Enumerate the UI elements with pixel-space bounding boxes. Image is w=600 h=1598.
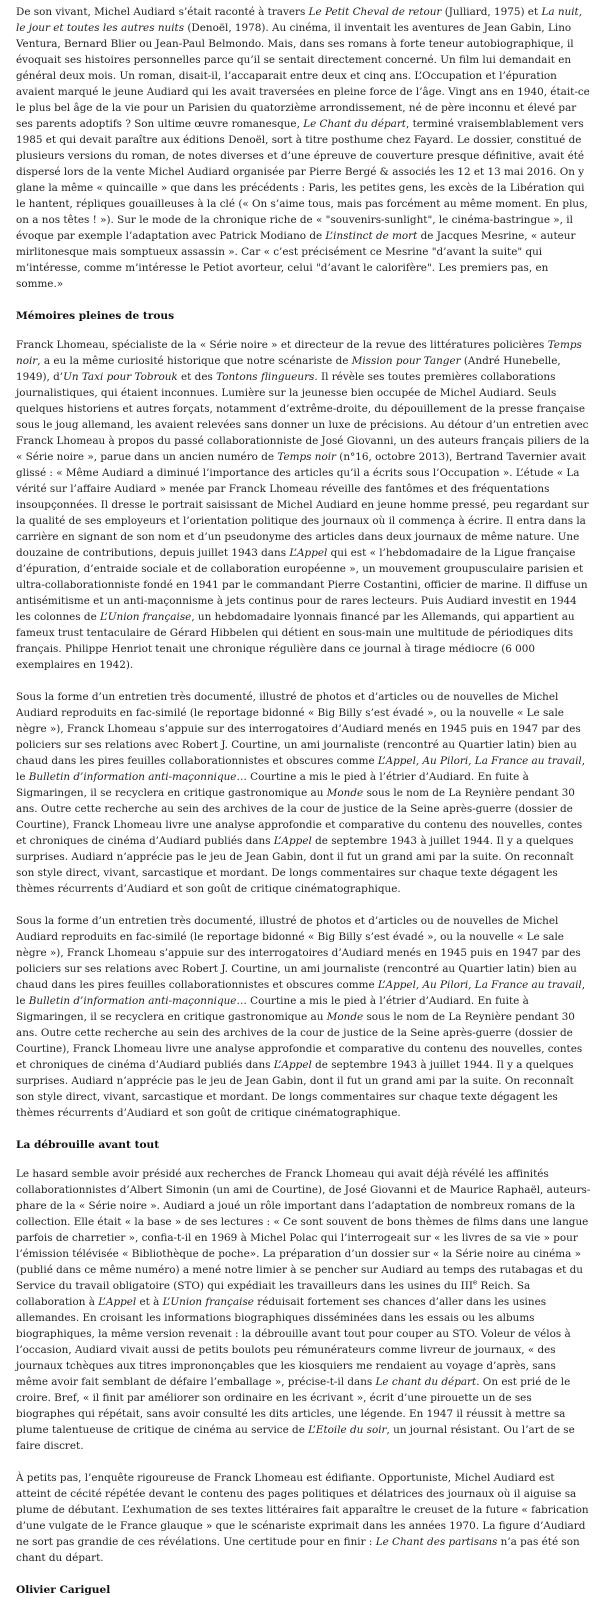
text-run: De son vivant, Michel Audiard s’était raconté à travers [16, 6, 309, 18]
text-run: , terminé vraisemblablement vers 1985 et qui devait paraître aux éditions Denoël, sort à titre posthume chez Fayard. Le dossier, constitué de plusieurs versions du roman, de notes diverses et d’une épreuve de couverture presque définitive, avait été dispersé lors de la vente Michel Audiard organisée par Pierre Bergé & associés les 12 et 13 mai 2016. On y glane la même « quincaille » que dans les précédents : Paris, les petites gens, les excès de la Libération qui le hantent, répliques gouailleuses à la clé (« On s’aime tous, mais pas forcément au même moment. En plus, on a nos têtes ! »). Sur le mode de la chronique riche de « "souvenirs-sunlight", le cinéma-bastringue », il évoque par exemple l’adaptation avec Patrick Modiano de [16, 118, 588, 242]
superscript: e [473, 1278, 478, 1287]
italic-title: Temps noir [16, 339, 582, 367]
article-paragraph [16, 337, 591, 673]
text-run: (André Hunebelle, 1949), d’ [16, 355, 561, 383]
italic-title: Temps noir [277, 451, 336, 463]
italic-title: L’Union française [162, 1296, 254, 1308]
text-run: . Il révèle ses toutes premières collaborations journalistiques, qui étaient inconnues. Lumière sur la jeunesse bien occupée de Michel Audiard. Seuls quelques historiens et autres forçats, notamment d’extrême-droite, du dépouillement de la presse française sous le joug allemand, les avaient relevées sans donner un luxe de précisions. Au détour d’un entretien avec Franck Lhomeau à propos du passé collaborationniste de José Giovanni, un des auteurs français piliers de la « Série noire », parue dans un ancien numéro de [16, 371, 590, 463]
text-run: Franck Lhomeau, spécialiste de la « Série noire » et directeur de la revue des littératures policières [16, 339, 548, 351]
text-run: Reich. Sa collaboration à [16, 1280, 531, 1308]
italic-title: L’Appel, Au Pilori, La France au travail [377, 755, 582, 767]
article-paragraph [16, 4, 591, 292]
italic-title: Mission pour Tanger [351, 355, 461, 367]
text-run: Olivier Cariguel [16, 1584, 111, 1596]
section-heading [16, 1137, 591, 1153]
italic-title: L’Etoile du soir [308, 1424, 387, 1436]
italic-title: Bulletin d’information anti-maçonnique… [28, 995, 247, 1007]
text-run: sous le nom de La Reynière pendant 30 ans. Outre cette recherche au sein des archives de la cour de justice de la Seine après-guerre (dossier de Courtine), Franck Lhomeau livre une analyse approfondie et comparative du contenu des nouvelles, contes et chroniques de cinéma d’Audiard publiés dans [16, 787, 583, 847]
italic-title: Un Taxi pour Tobrouk [63, 371, 178, 383]
italic-title: Le Chant du départ [303, 118, 406, 130]
italic-title: Tontons flingueurs [216, 371, 315, 383]
italic-title: Le chant du départ [375, 1376, 477, 1388]
text-run: qui est « l’hebdomadaire de la Ligue française d’épuration, d’entraide sociale et de collaboration européenne », un mouvement groupusculaire parisien et ultra-collaborationniste fondé en 1941 par le commandant Pierre Costantini, officier de marine. Il diffuse un antisémitisme et un anti-maçonnisme à jets continus pour de rares lecteurs. Puis Audiard investit en 1944 les colonnes de [16, 547, 588, 623]
text-run: , a eu la même curiosité historique que notre scénariste de [37, 355, 352, 367]
text-run: , un hebdomadaire lyonnais financé par les Allemands, qui appartient au fameux trust tentaculaire de Gérard Hibbelen qui détient en sous-main une multitude de périodiques dits français. Philippe Henriot tenait une chronique régulière dans ce journal à tirage médiocre (6 000 exemplaires en 1942). [16, 611, 575, 671]
text-run: (n°16, octobre 2013), Bertrand Tavernier avait glissé : « Même Audiard a diminué l’importance des articles qu’il a écrits sous l’Occupation ». L’étude « La vérité sur l’affaire Audiard » menée par Franck Lhomeau réveille des fantômes et des fréquentations insoupçonnées. Il dresse le portrait saisissant de Michel Audiard en jeune homme pressé, peu regardant sur la qualité de ses employeurs et l’orientation politique des journaux où il commença à écrire. Il entra dans la carrière en signant de son nom et d’un pseudonyme des articles dans deux journaux de même nature. Une douzaine de contributions, depuis juillet 1943 dans [16, 451, 589, 559]
text-run: n’a pas été son chant du départ. [16, 1536, 580, 1564]
italic-title: L’Appel [273, 1059, 312, 1071]
italic-title: Monde [326, 787, 364, 799]
article-paragraph [16, 1166, 591, 1454]
text-run: de septembre 1943 à juillet 1944. Il y a quelques surprises. Audiard n’apprécie pas le jeu de Jean Gabin, dont il fut un grand ami par la suite. On reconnaît son style direct, vivant, sarcastique et mordant. De longs commentaires sur chaque texte dégagent les thèmes récurrents d’Audiard et son goût de critique cinématographique. [16, 835, 574, 895]
text-run: Courtine a mis le pied à l’étrier d’Audiard. En fuite à Sigmaringen, il se recyclera en critique gastronomique au [16, 771, 529, 799]
italic-title: Bulletin d’information anti-maçonnique… [28, 771, 247, 783]
italic-title: Monde [326, 1011, 364, 1023]
italic-title: Le Petit Cheval de retour [308, 6, 442, 18]
text-run: Sous la forme d’un entretien très documenté, illustré de photos et d’articles ou de nouvelles de Michel Audiard reproduits en fac-similé (le reportage bidonné « Big Billy s’est évadé », ou la nouvelle « Le sale nègre »), Franck Lhomeau s’appuie sur des interrogatoires d’Audiard menés en 1945 puis en 1947 par des policiers sur ses relations avec Robert J. Courtine, un ami journaliste (rencontré au Quartier latin) bien au chaud dans les pires feuilles collaborationnistes et obscures comme [16, 691, 581, 767]
italic-title: L’Appel, Au Pilori, La France au travail [377, 979, 582, 991]
text-run: Sous la forme d’un entretien très documenté, illustré de photos et d’articles ou de nouvelles de Michel Audiard reproduits en fac-similé (le reportage bidonné « Big Billy s’est évadé », ou la nouvelle « Le sale nègre »), Franck Lhomeau s’appuie sur des interrogatoires d’Audiard menés en 1945 puis en 1947 par des policiers sur ses relations avec Robert J. Courtine, un ami journaliste (rencontré au Quartier latin) bien au chaud dans les pires feuilles collaborationnistes et obscures comme [16, 915, 581, 991]
italic-title: L’instinct de mort [325, 230, 418, 242]
article-paragraph [16, 913, 591, 1121]
text-run: de Jacques Mesrine, « auteur mirlitonesque mais somptueux assassin ». Car « c’est précisément ce Mesrine "d’avant la suite" qui m’intéresse, comme m’intéresse le Petiot avorteur, celui "d’avant le calorifère". Les premiers pas, en somme.» [16, 230, 576, 290]
author-signature [16, 1582, 591, 1598]
italic-title: L’Appel [98, 1296, 137, 1308]
text-run: À petits pas, l’enquête rigoureuse de Franck Lhomeau est édifiante. Opportuniste, Michel Audiard est atteint de cécité répétée devant le contenu des pages politiques et délatrices des journaux où il aiguise sa plume de débutant. L’exhumation de ses textes littéraires fait apparaître le creuset de la future « fabrication d’une vulgate de le France glauque » que le scénariste exprimait dans les années 1970. La figure d’Audiard ne sort pas grandie de ces révélations. Une certitude pour en finir : [16, 1472, 589, 1548]
text-run: et des [177, 371, 217, 383]
italic-title: L’Appel [273, 835, 312, 847]
text-run: de septembre 1943 à juillet 1944. Il y a quelques surprises. Audiard n’apprécie pas le jeu de Jean Gabin, dont il fut un grand ami par la suite. On reconnaît son style direct, vivant, sarcastique et mordant. De longs commentaires sur chaque texte dégagent les thèmes récurrents d’Audiard et son goût de critique cinématographique. [16, 1059, 574, 1119]
italic-title: L’Appel [289, 547, 328, 559]
text-run: et à [136, 1296, 163, 1308]
text-run: Courtine a mis le pied à l’étrier d’Audiard. En fuite à Sigmaringen, il se recyclera en critique gastronomique au [16, 995, 529, 1023]
text-run: sous le nom de La Reynière pendant 30 ans. Outre cette recherche au sein des archives de la cour de justice de la Seine après-guerre (dossier de Courtine), Franck Lhomeau livre une analyse approfondie et comparative du contenu des nouvelles, contes et chroniques de cinéma d’Audiard publiés dans [16, 1011, 583, 1071]
italic-title: La nuit, le jour et toutes les autres nuits [16, 6, 583, 34]
article-paragraph [16, 689, 591, 897]
text-run: La débrouille avant tout [16, 1139, 160, 1151]
text-run: (Julliard, 1975) et [441, 6, 542, 18]
text-run: Mémoires pleines de trous [16, 310, 175, 322]
text-run: , le [16, 979, 586, 1007]
text-run: réduisait fortement ses chances d’aller dans les usines allemandes. En croisant les informations biographiques disséminées dans les essais ou les albums biographiques, la même version revenait : la débrouille avant tout pour couper au STO. Voleur de vélos à l’occasion, Audiard vivait aussi de petits boulots peu rémunérateurs comme livreur de journaux, « des journaux tchèques aux titres imprononçables que les kiosquiers me rendaient au voyage d’après, sans même avoir fait semblant de défaire l’emballage », précise-t-il dans [16, 1296, 571, 1388]
italic-title: Le Chant des partisans [375, 1536, 498, 1548]
text-run: , un journal résistant. Ou l’art de se faire discret. [16, 1424, 575, 1452]
text-run: . On est prié de le croire. Bref, « il finit par améliorer son ordinaire en les écrivant », écrit d’une pirouette un de ses biographes qui répétait, sans avoir consulté les dits articles, une légende. En 1947 il réussit à mettre sa plume talentueuse de critique de cinéma au service de [16, 1376, 571, 1436]
section-heading [16, 308, 591, 324]
text-run: (Denoël, 1978). Au cinéma, il inventait les aventures de Jean Gabin, Lino Ventura, Bernard Blier ou Jean-Paul Belmondo. Mais, dans ses romans à forte teneur autobiographique, il évoquait ses histoires personnelles parce qu’il se sentait directement concerné. Un film lui demandait en général deux mois. Un roman, disait-il, l’accaparait entre deux et cinq ans. L’Occupation et l’épuration avaient marqué le jeune Audiard qui les avait traversées en pleine force de l’âge. Vingt ans en 1940, était-ce le plus bel âge de la vie pour un Parisien du quatorzième arrondissement, né de père inconnu et élevé par ses parents adoptifs ? Son ultime œuvre romanesque, [16, 22, 590, 130]
article-paragraph [16, 1470, 591, 1566]
italic-title: L’Union française [100, 611, 192, 623]
text-run: , le [16, 755, 586, 783]
text-run: Le hasard semble avoir présidé aux recherches de Franck Lhomeau qui avait déjà révélé les affinités collaborationnistes d’Albert Simonin (un ami de Courtine), de José Giovanni et de Maurice Raphaël, auteurs-phare de la « Série noire ». Audiard a joué un rôle important dans l’adaptation de nombreux romans de la collection. Elle était « la base » de ses lectures : « Ce sont souvent de bons thèmes de films dans une langue parfois de charretier », confia-t-il en 1969 à Michel Polac qui l’interrogeait sur « les livres de sa vie » pour l’émission télévisée « Bibliothèque de poche». La préparation d’un dossier sur « la Série noire au cinéma » (publié dans ce même numéro) a mené notre limier à se pencher sur Audiard au temps des rutabagas et du Service du travail obligatoire (STO) qui expédiait les travailleurs dans les usines du III [16, 1168, 591, 1292]
